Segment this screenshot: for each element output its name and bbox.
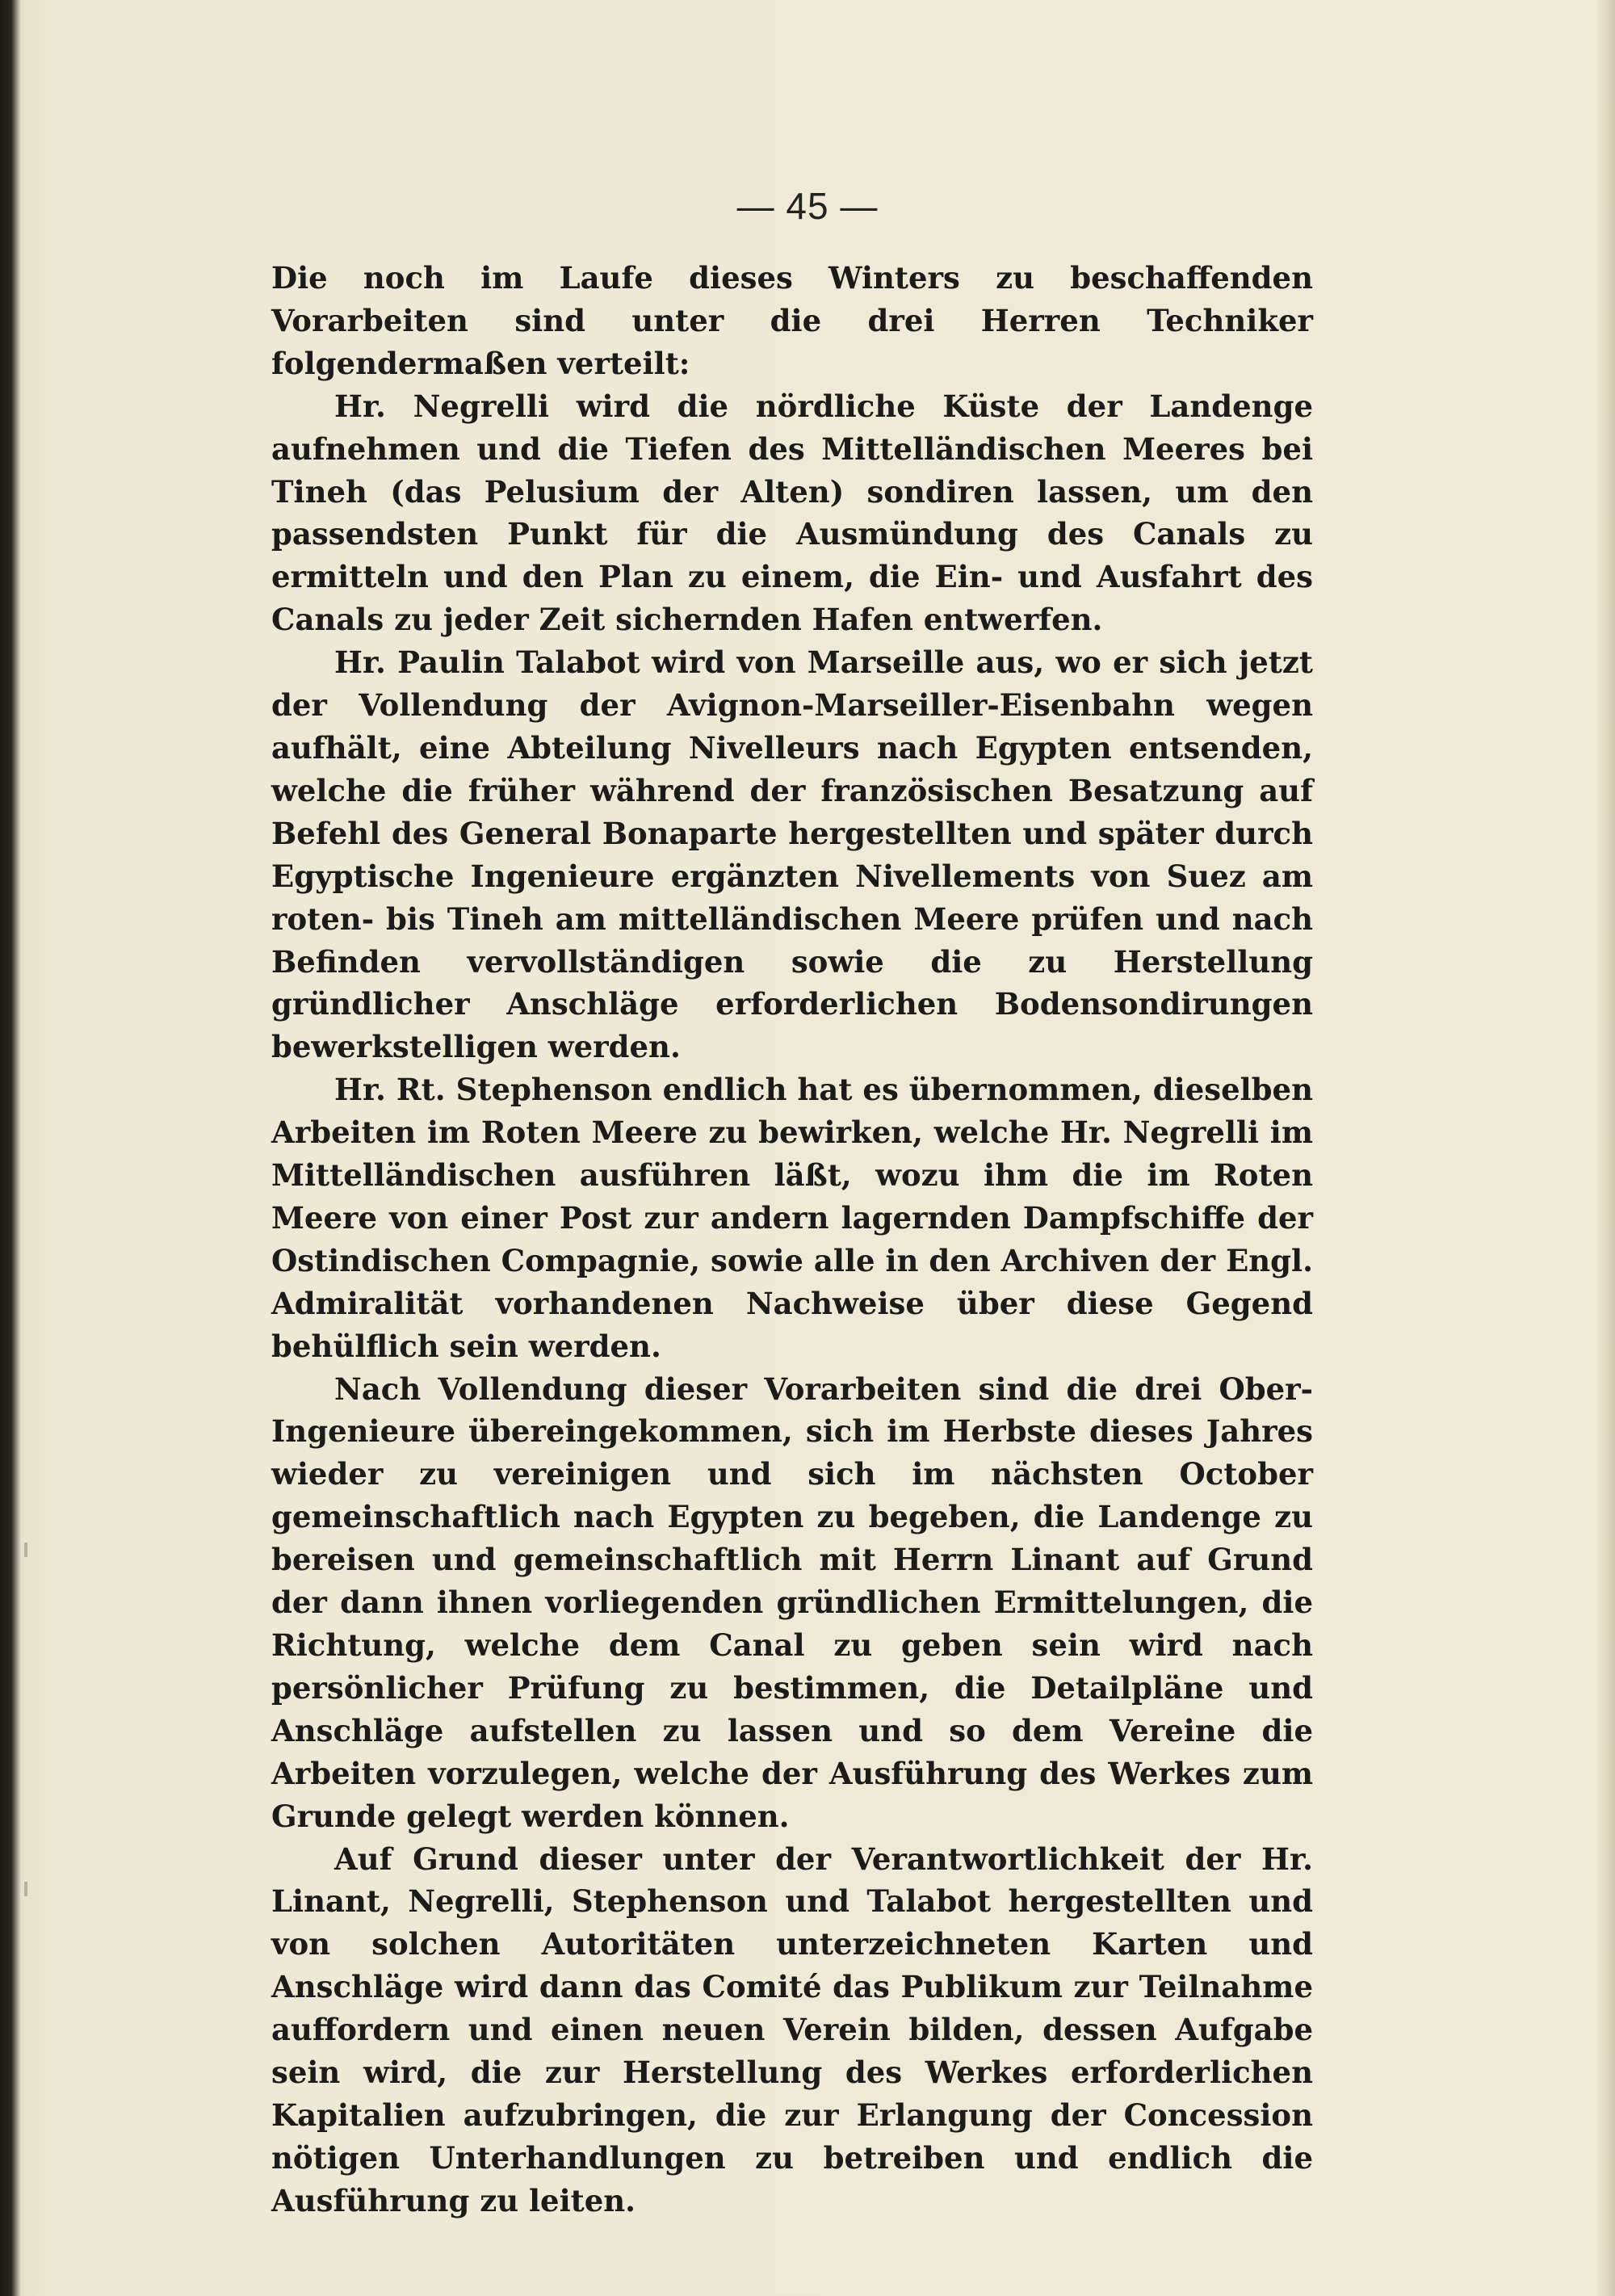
paper-speck [24,1543,27,1557]
paragraph-2: Hr. Negrelli wird die nördliche Küste der Landenge aufnehmen und die Tiefen des Mittelländischen Meeres bei Tineh (das Pelusium der Alten) sondiren lassen, um den passendsten Punkt für die Ausmündung des Canals zu ermitteln und den Plan zu einem, die Ein- und Ausfahrt des Canals zu jeder Zeit sichernden Hafen entwerfen. [271,388,1313,638]
page-edge [1597,0,1615,2296]
paragraph-4: Hr. Rt. Stephenson endlich hat es übernommen, dieselben Arbeiten im Roten Meere zu bewirken, welche Hr. Negrelli im Mittelländischen ausführen läßt, wozu ihm die im Roten Meere von einer Post zur andern lagernden Dampfschiffe der Ostindischen Compagnie, sowie alle in den Archiven der Engl. Admiralität vorhandenen Nachweise über diese Gegend behülflich sein werden. [271,1072,1313,1364]
paragraph-6: Auf Grund dieser unter der Verantwortlichkeit der Hr. Linant, Negrelli, Stephenson und Talabot hergestellten und von solchen Autoritäten unterzeichneten Karten und Anschläge wird dann das Comité das Publikum zur Teilnahme auffordern und einen neuen Verein bilden, dessen Aufgabe sein wird, die zur Herstellung des Werkes erforderlichen Kapitalien aufzubringen, die zur Erlangung der Concession nötigen Unterhandlungen zu betreiben und endlich die Ausführung zu leiten. [271,1841,1313,2218]
paper-speck [24,1882,27,1896]
paragraph-1: Die noch im Laufe dieses Winters zu beschaffenden Vorarbeiten sind unter die drei Herren Techniker folgendermaßen verteilt: [271,260,1313,381]
page-number: — 45 — [736,185,879,227]
paragraph-3: Hr. Paulin Talabot wird von Marseille aus, wo er sich jetzt der Vollendung der Avignon-Marseiller-Eisenbahn wegen aufhält, eine Abteilung Nivelleurs nach Egypten entsenden, welche die früher während der französischen Besatzung auf Befehl des General Bonaparte hergestellten und später durch Egyptische Ingenieure ergänzten Nivellements von Suez am roten- bis Tineh am mittelländischen Meere prüfen und nach Befinden vervollständigen sowie die zu Herstellung gründlicher Anschläge erforderlichen Bodensondirungen bewerkstelligen werden. [271,644,1313,1065]
body-text [271,257,1313,2223]
paragraph-5: Nach Vollendung dieser Vorarbeiten sind die drei Ober-Ingenieure übereingekommen, sich im Herbste dieses Jahres wieder zu vereinigen und sich im nächsten October gemeinschaftlich nach Egypten zu begeben, die Landenge zu bereisen und gemeinschaftlich mit Herrn Linant auf Grund der dann ihnen vorliegenden gründlichen Ermittelungen, die Richtung, welche dem Canal zu geben sein wird nach persönlicher Prüfung zu bestimmen, die Detailpläne und Anschläge aufstellen zu lassen und so dem Vereine die Arbeiten vorzulegen, welche der Ausführung des Werkes zum Grunde gelegt werden können. [271,1370,1313,1834]
